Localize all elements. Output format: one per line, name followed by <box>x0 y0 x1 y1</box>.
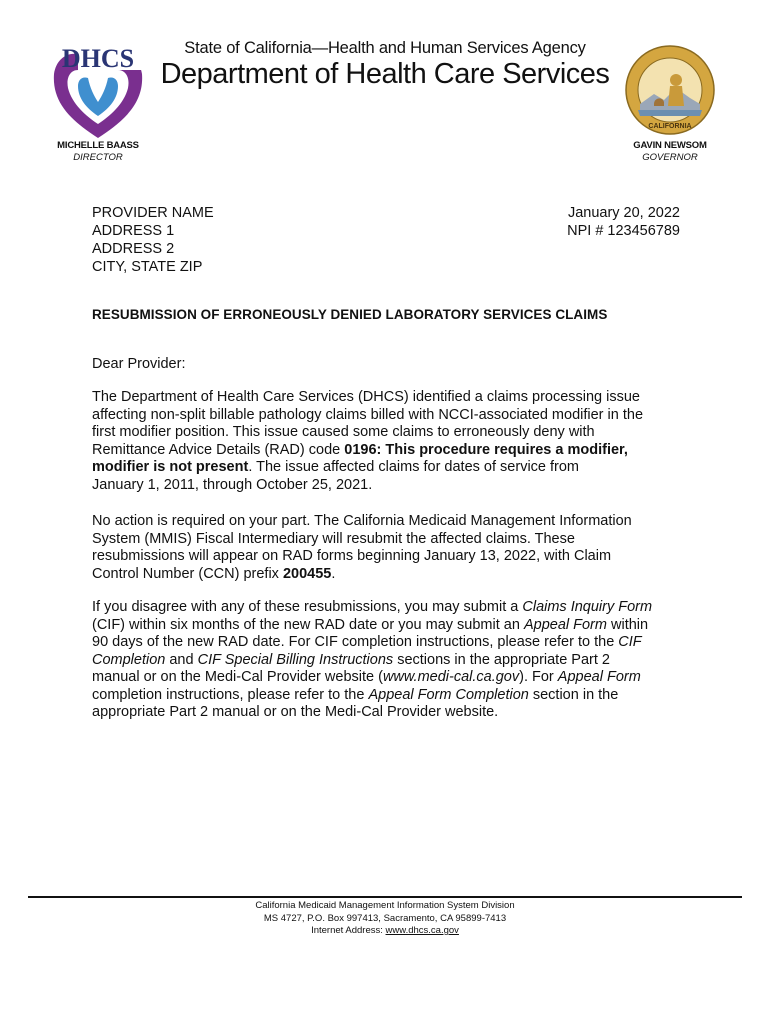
letter-date: January 20, 2022 <box>567 205 680 221</box>
ccn-prefix: 200455 <box>282 565 332 582</box>
footer <box>0 900 770 938</box>
paragraph-action <box>92 513 692 583</box>
agency-name: State of California—Health and Human Services Agency <box>184 39 586 57</box>
text-line: Remittance Advice Details (RAD) code <box>92 441 345 458</box>
address-line: CITY, STATE ZIP <box>92 259 203 275</box>
letter-meta <box>567 205 680 241</box>
text-line: No action is required on your part. The California Medicaid Management Information <box>92 513 632 529</box>
director-title: DIRECTOR <box>73 152 123 163</box>
text-line: and <box>165 651 198 668</box>
text-line: within <box>606 616 649 633</box>
text-line: System (MMIS) Fiscal Intermediary will resubmit the affected claims. These <box>92 530 575 547</box>
paragraph-issue <box>92 389 692 494</box>
form-name: Appeal Form <box>523 616 607 633</box>
text-line: manual or on the Medi-Cal Provider website ( <box>92 669 383 685</box>
text-line: Control Number (CCN) prefix <box>92 565 283 582</box>
dhcs-logo <box>50 40 146 140</box>
footer-website-link[interactable]: www.dhcs.ca.gov <box>385 925 459 936</box>
text-line: completion instructions, please refer to the <box>92 686 369 703</box>
text-line: sections in the appropriate Part 2 <box>393 651 610 668</box>
logo-text: DHCS <box>61 44 135 73</box>
governor-title: GOVERNOR <box>642 152 698 163</box>
text-line: . The issue affected claims for dates of service from <box>248 459 580 475</box>
director-block <box>50 140 146 164</box>
text-line: The Department of Health Care Services (DHCS) identified a claims processing issue <box>92 389 640 405</box>
website-link[interactable]: www.medi-cal.ca.gov <box>382 669 520 685</box>
text-line: affecting non-split billable pathology claims billed with NCCI-associated modifier in the <box>92 406 644 423</box>
footer-division: California Medicaid Management Information System Division <box>255 900 515 911</box>
text-line: appropriate Part 2 manual or on the Medi-Cal Provider website. <box>92 704 499 720</box>
text-line: January 1, 2011, through October 25, 2021. <box>92 476 373 493</box>
text-line: (CIF) within six months of the new RAD date or you may submit an <box>92 616 524 633</box>
governor-block <box>624 140 716 164</box>
footer-divider <box>28 896 742 898</box>
address-line: ADDRESS 2 <box>92 241 175 257</box>
recipient-address <box>92 205 214 277</box>
text-line: 90 days of the new RAD date. For CIF completion instructions, please refer to the <box>92 634 619 650</box>
seal-text: CALIFORNIA <box>648 123 692 130</box>
text-line: first modifier position. This issue caused some claims to erroneously deny with <box>92 424 595 440</box>
form-name: CIF <box>618 634 642 650</box>
department-title: Department of Health Care Services <box>160 58 610 90</box>
form-name: Appeal Form Completion <box>368 686 529 703</box>
governor-name: GAVIN NEWSOM <box>633 140 707 151</box>
form-name: CIF Special Billing Instructions <box>197 651 394 668</box>
footer-internet-label: Internet Address: <box>311 925 386 936</box>
salutation: Dear Provider: <box>92 356 186 372</box>
rad-code-text: 0196: This procedure requires a modifier, <box>344 441 628 458</box>
form-name: Appeal Form <box>557 669 641 685</box>
form-name: Completion <box>92 651 166 668</box>
text-line: . <box>331 565 336 582</box>
text-line: ). For <box>519 669 558 685</box>
letter-subject: RESUBMISSION OF ERRONEOUSLY DENIED LABORATORY SERVICES CLAIMS <box>92 307 608 322</box>
footer-internet <box>0 925 770 938</box>
form-name: Claims Inquiry Form <box>522 599 653 615</box>
npi-number: NPI # 123456789 <box>567 223 680 239</box>
rad-code-text: modifier is not present <box>92 459 249 475</box>
paragraph-disagree <box>92 599 692 722</box>
footer-mailing-address: MS 4727, P.O. Box 997413, Sacramento, CA 95899-7413 <box>263 912 507 924</box>
address-line: ADDRESS 1 <box>92 223 175 239</box>
text-line: section in the <box>528 686 619 703</box>
address-line: PROVIDER NAME <box>92 205 214 221</box>
text-line: resubmissions will appear on RAD forms beginning January 13, 2022, with Claim <box>92 548 612 564</box>
director-name: MICHELLE BAASS <box>57 140 139 151</box>
text-line: If you disagree with any of these resubmissions, you may submit a <box>92 599 523 615</box>
california-state-seal <box>624 44 716 136</box>
